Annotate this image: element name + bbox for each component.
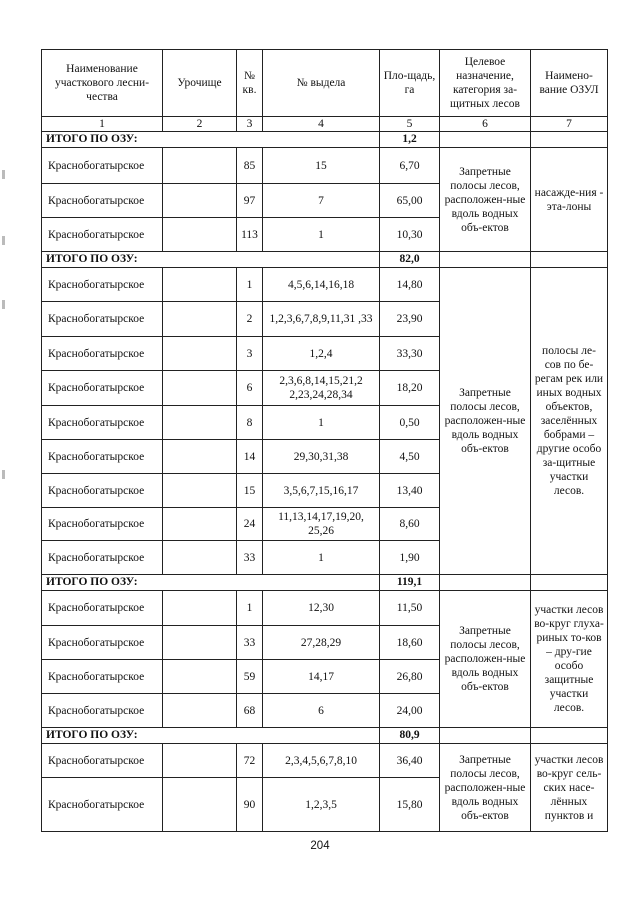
total-row [42,132,608,148]
area-cell: 33,30 [380,337,440,371]
allotment-cell: 27,28,29 [263,626,380,660]
allotment-cell: 2,3,6,8,14,15,21,2 2,23,24,28,34 [263,371,380,406]
forestry-name-cell: Краснобогатырское [42,591,163,626]
tract-cell [163,591,237,626]
scan-mark [2,170,5,179]
header-quarter-number: № кв. [237,50,263,117]
header-allotment-number: № выдела [263,50,380,117]
allotment-cell: 15 [263,148,380,184]
quarter-cell: 113 [237,218,263,252]
header-purpose-category: Целевое назначение, категория за-щитных лесов [440,50,531,117]
header-tract: Урочище [163,50,237,117]
tract-cell [163,694,237,728]
column-number: 3 [237,117,263,132]
tract-cell [163,218,237,252]
allotment-cell: 1,2,3,6,7,8,9,11,31 ,33 [263,302,380,337]
forest-table [41,49,608,832]
quarter-cell: 15 [237,474,263,508]
area-cell: 13,40 [380,474,440,508]
area-cell: 65,00 [380,184,440,218]
forestry-name-cell: Краснобогатырское [42,744,163,778]
quarter-cell: 1 [237,591,263,626]
forestry-name-cell: Краснобогатырское [42,660,163,694]
quarter-cell: 2 [237,302,263,337]
tract-cell [163,541,237,575]
area-cell: 18,60 [380,626,440,660]
column-number: 7 [531,117,608,132]
table-row [42,148,608,184]
forestry-name-cell: Краснобогатырское [42,337,163,371]
forestry-name-cell: Краснобогатырское [42,148,163,184]
ozul-name-cell: участки лесов во-круг сель-ских насе-лённых пунктов и [531,744,608,832]
allotment-cell: 2,3,4,5,6,7,8,10 [263,744,380,778]
allotment-cell: 3,5,6,7,15,16,17 [263,474,380,508]
quarter-cell: 85 [237,148,263,184]
forestry-name-cell: Краснобогатырское [42,218,163,252]
empty-cell [440,252,531,268]
allotment-cell: 29,30,31,38 [263,440,380,474]
tract-cell [163,440,237,474]
area-cell: 18,20 [380,371,440,406]
area-cell: 10,30 [380,218,440,252]
total-label: ИТОГО ПО ОЗУ: [42,728,380,744]
total-row [42,575,608,591]
empty-cell [440,728,531,744]
allotment-cell: 7 [263,184,380,218]
quarter-cell: 72 [237,744,263,778]
quarter-cell: 68 [237,694,263,728]
quarter-cell: 59 [237,660,263,694]
quarter-cell: 14 [237,440,263,474]
empty-cell [440,132,531,148]
forestry-name-cell: Краснобогатырское [42,541,163,575]
protection-category-cell: Запретные полосы лесов, расположен-ные вдоль водных объ-ектов [440,148,531,252]
allotment-cell: 1,2,4 [263,337,380,371]
area-cell: 14,80 [380,268,440,302]
tract-cell [163,268,237,302]
quarter-cell: 90 [237,778,263,832]
total-area: 1,2 [380,132,440,148]
area-cell: 6,70 [380,148,440,184]
empty-cell [531,252,608,268]
tract-cell [163,371,237,406]
empty-cell [440,575,531,591]
empty-cell [531,575,608,591]
area-cell: 4,50 [380,440,440,474]
area-cell: 11,50 [380,591,440,626]
quarter-cell: 8 [237,406,263,440]
forestry-name-cell: Краснобогатырское [42,440,163,474]
tract-cell [163,508,237,541]
quarter-cell: 33 [237,626,263,660]
allotment-cell: 6 [263,694,380,728]
total-area: 119,1 [380,575,440,591]
protection-category-cell: Запретные полосы лесов, расположен-ные вдоль водных объ-ектов [440,268,531,575]
quarter-cell: 24 [237,508,263,541]
tract-cell [163,302,237,337]
area-cell: 24,00 [380,694,440,728]
area-cell: 23,90 [380,302,440,337]
area-cell: 0,50 [380,406,440,440]
column-number: 5 [380,117,440,132]
table-row [42,268,608,302]
total-label: ИТОГО ПО ОЗУ: [42,252,380,268]
tract-cell [163,337,237,371]
area-cell: 36,40 [380,744,440,778]
tract-cell [163,660,237,694]
forestry-name-cell: Краснобогатырское [42,184,163,218]
forestry-name-cell: Краснобогатырское [42,778,163,832]
column-number: 1 [42,117,163,132]
column-number: 6 [440,117,531,132]
forestry-name-cell: Краснобогатырское [42,474,163,508]
empty-cell [531,132,608,148]
ozul-name-cell: полосы ле-сов по бе-регам рек или иных водных объектов, заселённых бобрами – другие особо за-щитные участки лесов. [531,268,608,575]
column-number: 2 [163,117,237,132]
scan-mark [2,300,5,309]
table-row [42,744,608,778]
total-row [42,728,608,744]
protection-category-cell: Запретные полосы лесов, расположен-ные вдоль водных объ-ектов [440,744,531,832]
forestry-name-cell: Краснобогатырское [42,302,163,337]
total-label: ИТОГО ПО ОЗУ: [42,575,380,591]
forestry-name-cell: Краснобогатырское [42,508,163,541]
protection-category-cell: Запретные полосы лесов, расположен-ные вдоль водных объ-ектов [440,591,531,728]
table-header-row [42,50,608,117]
allotment-cell: 11,13,14,17,19,20, 25,26 [263,508,380,541]
scan-mark [2,470,5,479]
allotment-cell: 1 [263,406,380,440]
area-cell: 8,60 [380,508,440,541]
empty-cell [531,728,608,744]
column-number-row [42,117,608,132]
allotment-cell: 1,2,3,5 [263,778,380,832]
forestry-name-cell: Краснобогатырское [42,626,163,660]
forestry-name-cell: Краснобогатырское [42,371,163,406]
header-area: Пло-щадь, га [380,50,440,117]
forestry-name-cell: Краснобогатырское [42,268,163,302]
tract-cell [163,778,237,832]
forestry-name-cell: Краснобогатырское [42,406,163,440]
total-label: ИТОГО ПО ОЗУ: [42,132,380,148]
header-ozul-name: Наимено-вание ОЗУЛ [531,50,608,117]
quarter-cell: 97 [237,184,263,218]
total-row [42,252,608,268]
ozul-name-cell: участки лесов во-круг глуха-риных то-ков – дру-гие особо защитные участки лесов. [531,591,608,728]
tract-cell [163,744,237,778]
area-cell: 1,90 [380,541,440,575]
forestry-name-cell: Краснобогатырское [42,694,163,728]
table-row [42,591,608,626]
quarter-cell: 1 [237,268,263,302]
total-area: 82,0 [380,252,440,268]
quarter-cell: 6 [237,371,263,406]
area-cell: 26,80 [380,660,440,694]
allotment-cell: 1 [263,541,380,575]
ozul-name-cell: насажде-ния - эта-лоны [531,148,608,252]
page-number: 204 [310,840,330,852]
scan-mark [2,236,5,245]
allotment-cell: 12,30 [263,591,380,626]
quarter-cell: 33 [237,541,263,575]
area-cell: 15,80 [380,778,440,832]
allotment-cell: 4,5,6,14,16,18 [263,268,380,302]
tract-cell [163,148,237,184]
allotment-cell: 14,17 [263,660,380,694]
header-forestry-name: Наименование участкового лесни-чества [42,50,163,117]
tract-cell [163,474,237,508]
tract-cell [163,406,237,440]
total-area: 80,9 [380,728,440,744]
quarter-cell: 3 [237,337,263,371]
column-number: 4 [263,117,380,132]
allotment-cell: 1 [263,218,380,252]
tract-cell [163,626,237,660]
tract-cell [163,184,237,218]
